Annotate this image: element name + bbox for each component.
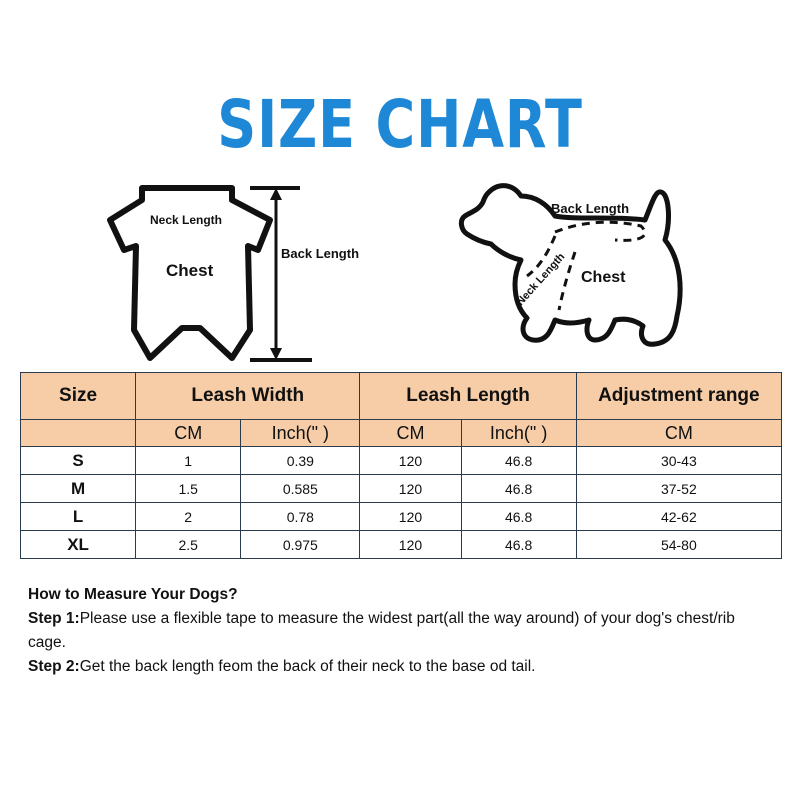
dog-neck-label: Neck Length: [514, 250, 568, 309]
row-width-cm: 1.5: [136, 475, 241, 503]
row-length-in: 46.8: [461, 531, 576, 559]
row-size: S: [21, 447, 136, 475]
size-table: [20, 372, 782, 559]
row-adjust: 54-80: [576, 531, 781, 559]
unit-adjust-cm: CM: [576, 420, 781, 447]
row-width-in: 0.975: [241, 531, 360, 559]
garment-back-label: Back Length: [281, 246, 360, 261]
row-width-cm: 1: [136, 447, 241, 475]
row-length-in: 46.8: [461, 475, 576, 503]
step-1-text: Please use a flexible tape to measure the widest part(all the way around) of your dog's chest/rib cage.: [28, 610, 735, 651]
unit-length-in: Inch(" ): [461, 420, 576, 447]
row-size: M: [21, 475, 136, 503]
row-width-in: 0.78: [241, 503, 360, 531]
step-1: [28, 607, 748, 655]
row-adjust: 42-62: [576, 503, 781, 531]
row-length-cm: 120: [360, 503, 461, 531]
row-size: XL: [21, 531, 136, 559]
step-2-text: Get the back length feom the back of their neck to the base od tail.: [79, 658, 536, 675]
row-length-cm: 120: [360, 531, 461, 559]
table-row: [21, 503, 782, 531]
row-length-in: 46.8: [461, 503, 576, 531]
row-adjust: 30-43: [576, 447, 781, 475]
step-2: [28, 655, 748, 679]
row-width-cm: 2.5: [136, 531, 241, 559]
row-width-cm: 2: [136, 503, 241, 531]
dog-diagram: [455, 180, 685, 350]
garment-chest-label: Chest: [166, 261, 214, 280]
table-header-row: [21, 373, 782, 420]
dog-back-label: Back Length: [551, 201, 630, 216]
table-units-row: [21, 420, 782, 447]
unit-blank: [21, 420, 136, 447]
step-1-label: Step 1:: [28, 610, 80, 627]
unit-length-cm: CM: [360, 420, 461, 447]
garment-neck-label: Neck Length: [150, 213, 223, 227]
row-adjust: 37-52: [576, 475, 781, 503]
dog-chest-label: Chest: [581, 269, 626, 286]
instructions-heading: How to Measure Your Dogs?: [28, 586, 238, 603]
unit-width-in: Inch(" ): [241, 420, 360, 447]
row-length-cm: 120: [360, 475, 461, 503]
measure-instructions: [28, 583, 748, 679]
row-length-in: 46.8: [461, 447, 576, 475]
garment-diagram: [100, 180, 330, 370]
header-leash-width: Leash Width: [136, 373, 360, 420]
size-chart-title: SIZE CHART: [217, 86, 583, 163]
row-width-in: 0.39: [241, 447, 360, 475]
table-row: [21, 447, 782, 475]
table-row: [21, 475, 782, 503]
header-leash-length: Leash Length: [360, 373, 576, 420]
row-width-in: 0.585: [241, 475, 360, 503]
row-length-cm: 120: [360, 447, 461, 475]
step-2-label: Step 2:: [28, 658, 80, 675]
unit-width-cm: CM: [136, 420, 241, 447]
row-size: L: [21, 503, 136, 531]
table-row: [21, 531, 782, 559]
header-adjustment: Adjustment range: [576, 373, 781, 420]
header-size: Size: [21, 373, 136, 420]
